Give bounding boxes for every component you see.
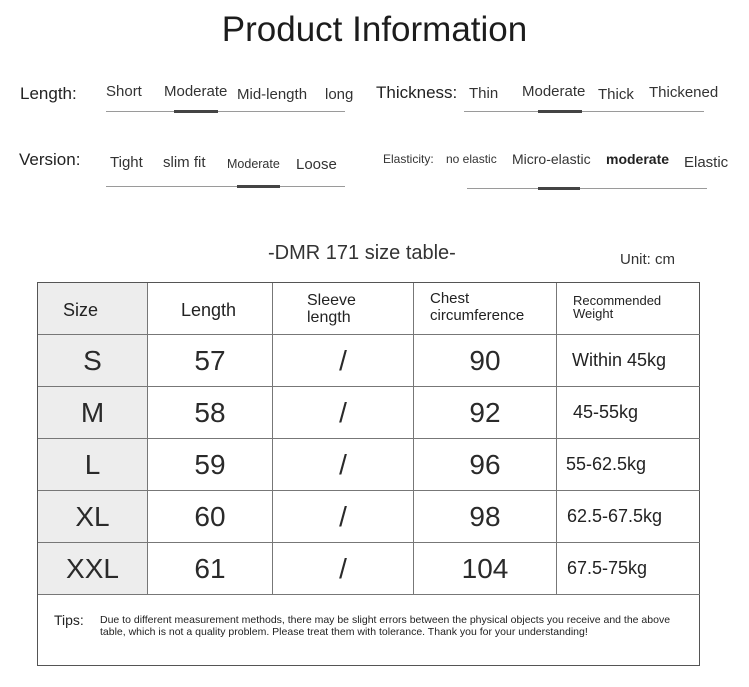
thickness-option-moderate: Moderate: [522, 83, 586, 100]
chest-cell-xl: 98: [414, 491, 557, 543]
sleeve-cell-s: /: [273, 335, 414, 387]
length-cell-xxl: 61: [148, 543, 273, 595]
header-cell-sleeve: [273, 283, 414, 335]
header-cell-chest: [414, 283, 557, 335]
weight-cell-l: 55-62.5kg: [557, 439, 700, 491]
elasticity-option-micro-elastic: Micro-elastic: [512, 151, 591, 167]
elasticity-option-moderate: moderate: [606, 151, 670, 167]
header-cell-length: [148, 283, 273, 335]
chest-cell-l: 96: [414, 439, 557, 491]
version-selected-marker: [237, 185, 280, 188]
weight-cell-m: 45-55kg: [557, 387, 700, 439]
size-cell-xl: XL: [38, 491, 148, 543]
size-cell-m: M: [38, 387, 148, 439]
length-selected-marker: [174, 110, 218, 113]
header-sleeve-length: Sleeve length: [307, 292, 356, 326]
sleeve-cell-xxl: /: [273, 543, 414, 595]
length-cell-l: 59: [148, 439, 273, 491]
sleeve-cell-xl: /: [273, 491, 414, 543]
size-cell-xxl: XXL: [38, 543, 148, 595]
size-table-title: -DMR 171 size table-: [268, 242, 456, 264]
length-cell-m: 58: [148, 387, 273, 439]
weight-cell-xl: 62.5-67.5kg: [557, 491, 700, 543]
length-option-short: Short: [106, 83, 142, 100]
sleeve-cell-m: /: [273, 387, 414, 439]
weight-cell-s: Within 45kg: [557, 335, 700, 387]
header-cell-size: [38, 283, 148, 335]
length-option-mid-length: Mid-length: [237, 86, 308, 103]
version-scale-line: [106, 186, 345, 187]
page-title: Product Information: [221, 10, 528, 49]
length-option-long: long: [325, 86, 354, 103]
sleeve-cell-l: /: [273, 439, 414, 491]
elasticity-option-elastic: Elastic: [684, 154, 729, 171]
elasticity-scale-line: [467, 188, 707, 189]
elasticity-label: Elasticity:: [383, 152, 434, 166]
length-cell-s: 57: [148, 335, 273, 387]
tips-row: [38, 595, 699, 665]
length-scale-line: [106, 111, 345, 112]
version-option-moderate: Moderate: [227, 157, 280, 171]
length-cell-xl: 60: [148, 491, 273, 543]
header-chest-circumference: Chest circumference: [430, 290, 525, 324]
chest-cell-s: 90: [414, 335, 557, 387]
header-recommended-weight: Recommended Weight: [573, 293, 662, 321]
size-table: [37, 282, 700, 666]
length-option-moderate: Moderate: [164, 83, 228, 100]
header-length: Length: [181, 300, 237, 320]
thickness-option-thickened: Thickened: [649, 84, 719, 101]
header-size: Size: [63, 300, 99, 320]
header-cell-weight: [557, 283, 700, 335]
tips-text: Due to different measurement methods, there may be slight errors between the physical objects you receive and the above table, which is not a quality problem. Please treat them with tolerance. Thank you for your understanding!: [100, 614, 671, 638]
thickness-selected-marker: [538, 110, 582, 113]
thickness-option-thin: Thin: [469, 85, 499, 102]
unit-label: Unit: cm: [620, 251, 676, 268]
thickness-label: Thickness:: [376, 83, 458, 102]
size-cell-l: L: [38, 439, 148, 491]
tips-label: Tips:: [54, 612, 84, 628]
version-option-slim-fit: slim fit: [163, 154, 206, 171]
elasticity-option-no-elastic: no elastic: [446, 152, 497, 166]
thickness-option-thick: Thick: [598, 86, 634, 103]
version-option-tight: Tight: [110, 154, 143, 171]
chest-cell-m: 92: [414, 387, 557, 439]
version-option-loose: Loose: [296, 156, 337, 173]
size-cell-s: S: [38, 335, 148, 387]
length-label: Length:: [20, 84, 77, 103]
chest-cell-xxl: 104: [414, 543, 557, 595]
weight-cell-xxl: 67.5-75kg: [557, 543, 700, 595]
version-label: Version:: [19, 150, 81, 169]
elasticity-selected-marker: [538, 187, 580, 190]
thickness-scale-line: [464, 111, 704, 112]
